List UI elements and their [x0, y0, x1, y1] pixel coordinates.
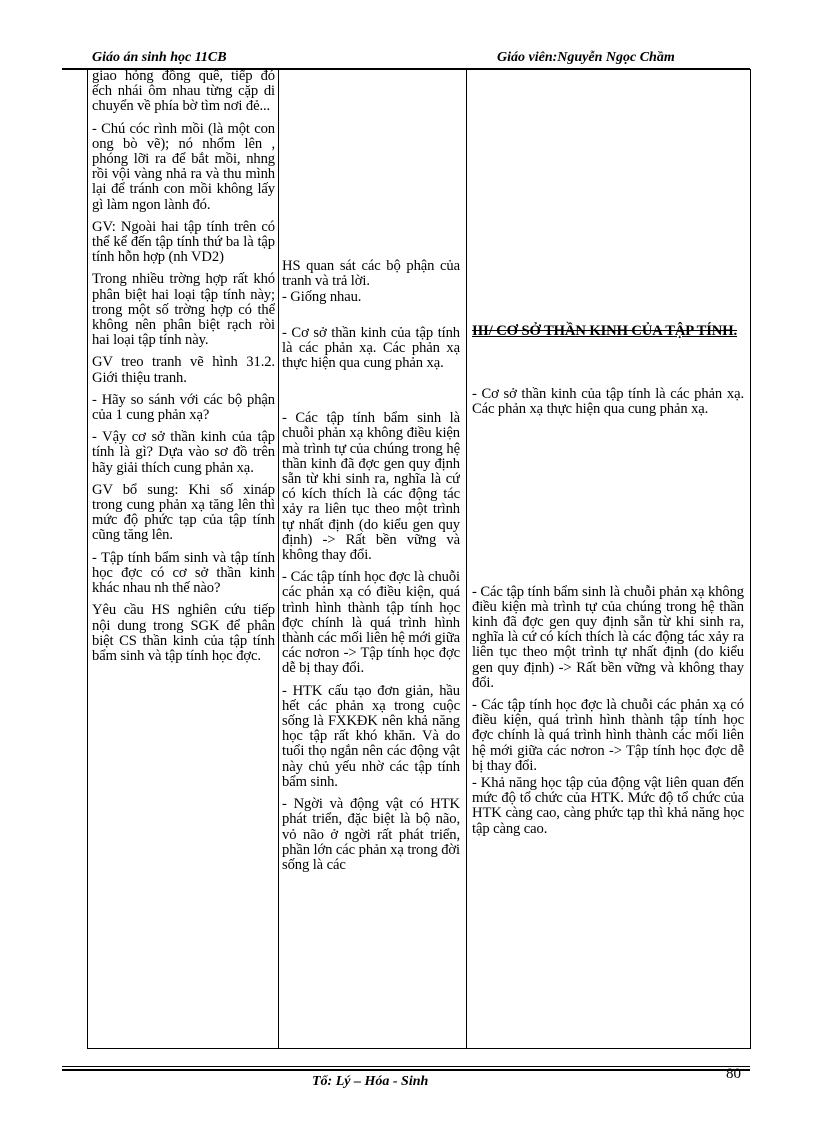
- col-a-paragraph: GV treo tranh vẽ hình 31.2. Giới thiệu tranh.: [92, 354, 275, 386]
- col-c-paragraph: - Cơ sở thần kinh của tập tính là các phản xạ. Các phản xạ thực hiện qua cung phản xạ.: [472, 386, 744, 418]
- col-b-paragraph: - Giống nhau.: [282, 289, 362, 306]
- col-c-paragraph: - Khả năng học tập của động vật liên quan đến mức độ tổ chức của HTK. Mức độ tổ chức của HTK càng cao, càng phức tạp thì khả năng học tập càng cao.: [472, 775, 744, 837]
- col-a-paragraph: - Chú cóc rình mồi (là một con ong bò vẽ); nó nhổm lên , phóng lỡi ra để bắt mồi, nhng rồi vội vàng nhả ra và thu mình lại để tránh con mồi không lấy gì làm ngon lành đó.: [92, 120, 275, 213]
- teacher-activity-column: [92, 69, 275, 671]
- footer-rule-thin: [62, 1066, 750, 1067]
- lesson-table: [87, 69, 751, 1049]
- column-divider-2: [466, 69, 467, 1048]
- col-a-paragraph: - Tập tính bẩm sinh và tập tính học đợc có cơ sở thần kinh khác nhau nh thế nào?: [92, 549, 275, 597]
- col-a-paragraph: Yêu cầu HS nghiên cứu tiếp nội dung trong SGK để phân biệt CS thần kinh của tập tính bẩm sinh và tập tính học đợc.: [92, 602, 275, 664]
- col-b-paragraph: - HTK cấu tạo đơn giản, hầu hết các phản xạ trong cuộc sống là FXKĐK nên khả năng học tập rất khó khăn. Và do tuổi thọ ngắn nên các động vật này chủ yếu nhờ các tập tính bẩm sinh.: [282, 682, 460, 790]
- col-a-paragraph: GV bổ sung: Khi số xináp trong cung phản xạ tăng lên thì mức độ phức tạp của tập tính cũng tăng lên.: [92, 481, 275, 544]
- header-subject: Giáo án sinh học 11CB: [92, 50, 227, 65]
- col-a-paragraph: GV: Ngoài hai tập tính trên có thể kể đến tập tính thứ ba là tập tính hỗn hợp (nh VD2): [92, 218, 275, 266]
- col-a-paragraph: - Hãy so sánh với các bộ phận của 1 cung phản xạ?: [92, 391, 275, 424]
- col-c-paragraph: - Các tập tính bẩm sinh là chuỗi phản xạ không điều kiện mà trình tự của chúng trong hệ thần kinh đã đợc gen quy định sẵn từ khi sinh ra, nghĩa là cứ có kích thích là các động tác xảy ra liên tục theo một trình tự nhất định (do kiểu gen quy định) -> Rất bền vững và không thay đổi.: [472, 583, 744, 691]
- student-activity-column: [282, 69, 460, 880]
- col-a-paragraph: Trong nhiều trờng hợp rất khó phân biệt hai loại tập tính này; trong một số trờng hợp có thể không nên phân biệt rạch ròi hai loại tập tính này.: [92, 271, 275, 349]
- col-b-paragraph: - Các tập tính học đợc là chuỗi các phản xạ có điều kiện, quá trình hình thành tập tính học đợc chính là quá trình hình thành các mối liên hệ mới giữa các nơron -> Tập tính học đợc dễ bị thay đổi.: [282, 569, 460, 677]
- col-b-paragraph: - Cơ sở thần kinh của tập tính là các phản xạ. Các phản xạ thực hiện qua cung phản xạ.: [282, 324, 460, 372]
- column-divider-1: [278, 69, 279, 1048]
- footer-department: Tổ: Lý – Hóa - Sinh: [312, 1074, 429, 1089]
- section-heading: III/ CƠ SỞ THẦN KINH CỦA TẬP TÍNH.: [472, 323, 738, 339]
- header-teacher: Giáo viên:Nguyễn Ngọc Chầm: [497, 50, 675, 65]
- col-a-paragraph: - Vậy cơ sở thần kinh của tập tính là gì? Dựa vào sơ đồ trên hãy giải thích cung phản xạ.: [92, 429, 275, 476]
- col-c-paragraph: - Các tập tính học đợc là chuỗi các phản xạ có điều kiện, quá trình hình thành tập tính học đợc chính là quá trình hình thành các mối liên hệ mới giữa các nơron -> Tập tính học đợc dễ bị thay đổi.: [472, 697, 744, 774]
- footer-rule-thick: [62, 1069, 750, 1071]
- content-column: [472, 69, 744, 844]
- col-b-paragraph: - Các tập tính bẩm sinh là chuỗi phản xạ không điều kiện mà trình tự của chúng trong hệ thần kinh đã đợc gen quy định sẵn từ khi sinh ra, nghĩa là cứ có kích thích là các động tác xảy ra liên tục theo một trình tự nhất định (do kiểu gen quy định) -> Rất bền vững và không thay đổi.: [282, 410, 460, 564]
- col-a-paragraph: giao hỏng đồng quê, tiếp đó ếch nhái ôm nhau từng cặp di chuyển về phía bờ tìm nơi đẻ...: [92, 69, 275, 115]
- page-number: 80: [726, 1066, 741, 1082]
- col-b-paragraph: - Ngời và động vật có HTK phát triển, đặc biệt là bộ não, vỏ não ở ngời rất phát triển, phần lớn các phản xạ trong đời sống là các: [282, 796, 460, 873]
- col-b-paragraph: HS quan sát các bộ phận của tranh và trả lời.: [282, 258, 460, 290]
